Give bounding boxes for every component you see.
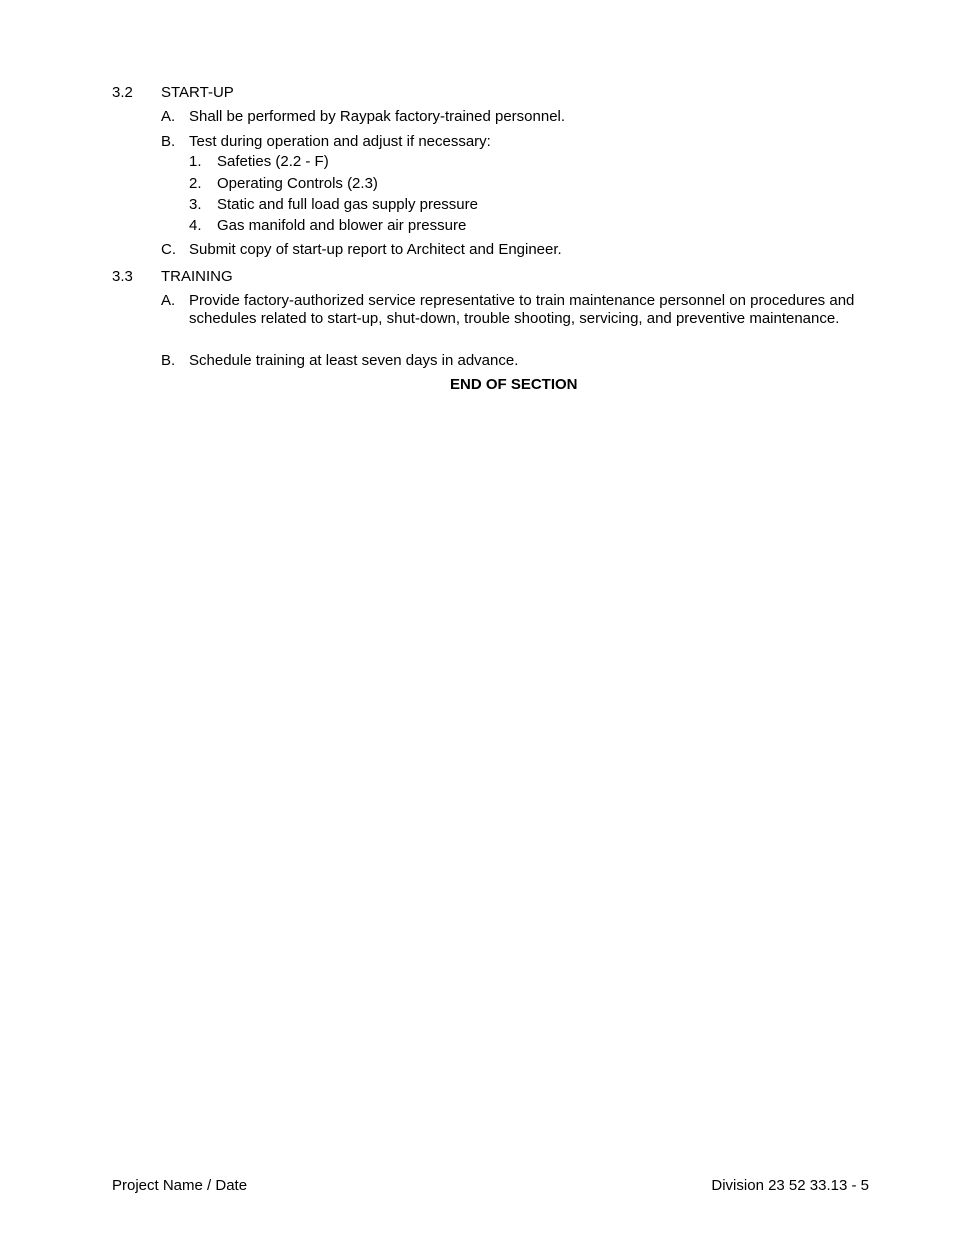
item-letter: C. xyxy=(161,241,176,258)
sub-item-number: 2. xyxy=(189,175,202,192)
sub-item-number: 4. xyxy=(189,217,202,234)
section-number: 3.2 xyxy=(112,84,133,101)
sub-item-text: Gas manifold and blower air pressure xyxy=(217,217,467,234)
sub-item-number: 3. xyxy=(189,196,202,213)
sub-item-text: Static and full load gas supply pressure xyxy=(217,196,478,213)
sub-item-text: Safeties (2.2 - F) xyxy=(217,153,329,170)
item-letter: A. xyxy=(161,108,176,125)
sub-item-number: 1. xyxy=(189,153,202,170)
item-text: Test during operation and adjust if necessary: xyxy=(189,133,491,150)
section-title: START-UP xyxy=(161,84,234,101)
end-of-section: END OF SECTION xyxy=(450,376,578,393)
item-text: Shall be performed by Raypak factory-trained personnel. xyxy=(189,108,566,125)
section-number: 3.3 xyxy=(112,268,133,285)
item-letter: B. xyxy=(161,133,176,150)
item-text: Submit copy of start-up report to Architect and Engineer. xyxy=(189,241,562,258)
footer-division-page: Division 23 52 33.13 - 5 xyxy=(711,1177,869,1194)
item-text: Provide factory-authorized service representative to train maintenance personnel on procedures and schedules related to start-up, shut-down, trouble shooting, servicing, and preventive maintenance. xyxy=(189,292,855,327)
item-letter: A. xyxy=(161,292,176,309)
section-title: TRAINING xyxy=(161,268,233,285)
item-text: Schedule training at least seven days in advance. xyxy=(189,352,519,369)
footer-project-name: Project Name / Date xyxy=(112,1177,248,1194)
sub-item-text: Operating Controls (2.3) xyxy=(217,175,378,192)
item-letter: B. xyxy=(161,352,176,369)
